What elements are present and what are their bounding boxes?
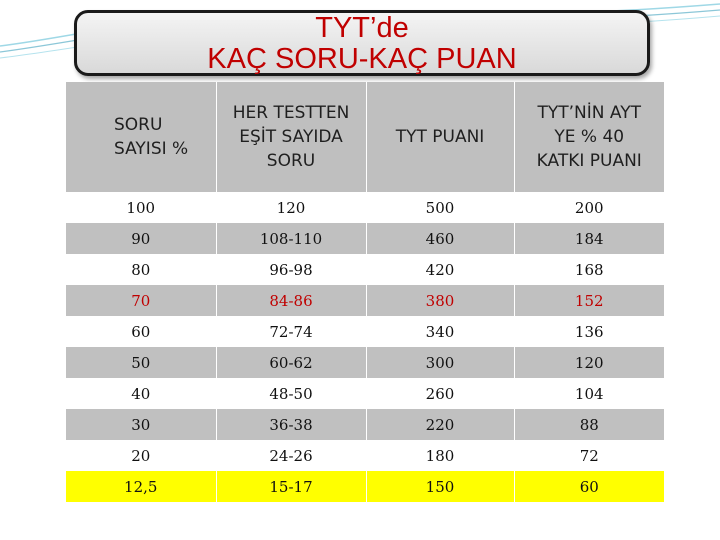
header-text-line: EŞİT SAYIDA bbox=[239, 127, 343, 147]
table-row bbox=[66, 254, 664, 285]
table-row bbox=[66, 378, 664, 409]
table-row bbox=[66, 316, 664, 347]
table-cell: 184 bbox=[514, 223, 664, 254]
table-row bbox=[66, 471, 664, 502]
table-cell: 460 bbox=[366, 223, 514, 254]
table-cell: 300 bbox=[366, 347, 514, 378]
table-cell: 36-38 bbox=[216, 409, 366, 440]
table-cell: 50 bbox=[66, 347, 216, 378]
table-cell: 120 bbox=[216, 192, 366, 223]
table-row bbox=[66, 192, 664, 223]
table-cell: 100 bbox=[66, 192, 216, 223]
header-text-line: TYT PUANI bbox=[395, 127, 485, 147]
table-cell: 104 bbox=[514, 378, 664, 409]
table-row bbox=[66, 285, 664, 316]
header-text-line: SAYISI % bbox=[114, 139, 189, 159]
header-her-testten bbox=[216, 82, 366, 192]
table-cell: 152 bbox=[514, 285, 664, 316]
table-cell: 168 bbox=[514, 254, 664, 285]
table-cell: 500 bbox=[366, 192, 514, 223]
table-cell: 88 bbox=[514, 409, 664, 440]
table-cell: 72 bbox=[514, 440, 664, 471]
table-row bbox=[66, 223, 664, 254]
table-cell: 80 bbox=[66, 254, 216, 285]
header-text-line: SORU bbox=[266, 151, 316, 171]
table-cell: 180 bbox=[366, 440, 514, 471]
table-cell: 60-62 bbox=[216, 347, 366, 378]
score-table bbox=[66, 82, 664, 502]
table-cell: 30 bbox=[66, 409, 216, 440]
table-cell: 20 bbox=[66, 440, 216, 471]
title-line-2: KAÇ SORU-KAÇ PUAN bbox=[207, 43, 517, 75]
table-cell: 70 bbox=[66, 285, 216, 316]
table-cell: 420 bbox=[366, 254, 514, 285]
table-row bbox=[66, 440, 664, 471]
table-cell: 136 bbox=[514, 316, 664, 347]
title-line-1: TYT’de bbox=[315, 12, 409, 44]
table-cell: 380 bbox=[366, 285, 514, 316]
table-cell: 260 bbox=[366, 378, 514, 409]
header-text-line: YE % 40 bbox=[554, 127, 625, 147]
table-cell: 200 bbox=[514, 192, 664, 223]
header-soru-sayisi bbox=[66, 82, 216, 192]
table-cell: 60 bbox=[514, 471, 664, 502]
table-cell: 24-26 bbox=[216, 440, 366, 471]
table-row bbox=[66, 409, 664, 440]
table-cell: 120 bbox=[514, 347, 664, 378]
header-ayt-katki bbox=[514, 82, 664, 192]
header-text-line: SORU bbox=[114, 115, 163, 135]
header-text-line: HER TESTTEN bbox=[232, 103, 350, 123]
table-cell: 48-50 bbox=[216, 378, 366, 409]
table-cell: 90 bbox=[66, 223, 216, 254]
header-text-line: KATKI PUANI bbox=[536, 151, 642, 171]
table-cell: 12,5 bbox=[66, 471, 216, 502]
table-cell: 84-86 bbox=[216, 285, 366, 316]
table-cell: 60 bbox=[66, 316, 216, 347]
header-tyt-puani bbox=[366, 82, 514, 192]
table-cell: 340 bbox=[366, 316, 514, 347]
table-row bbox=[66, 347, 664, 378]
table-cell: 150 bbox=[366, 471, 514, 502]
title-box bbox=[74, 10, 650, 76]
header-row bbox=[66, 82, 664, 192]
table-cell: 15-17 bbox=[216, 471, 366, 502]
header-text-line: TYT’NİN AYT bbox=[537, 103, 641, 123]
table-cell: 72-74 bbox=[216, 316, 366, 347]
table-cell: 96-98 bbox=[216, 254, 366, 285]
table-cell: 220 bbox=[366, 409, 514, 440]
table-cell: 40 bbox=[66, 378, 216, 409]
table-cell: 108-110 bbox=[216, 223, 366, 254]
